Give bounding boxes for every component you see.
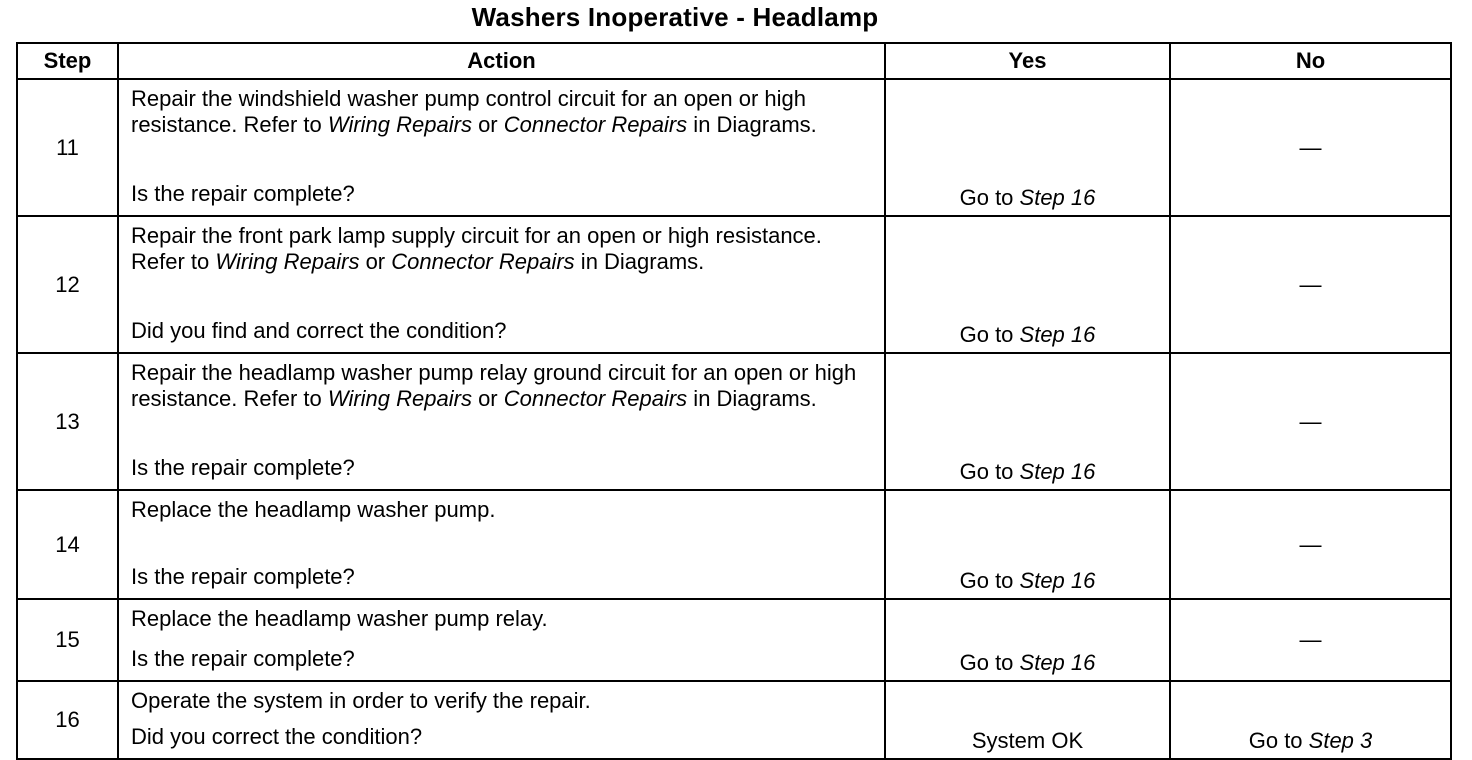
action-instruction [131,688,874,714]
step-number: 14 [17,490,118,599]
yes-step-reference: Step 16 [1019,322,1096,347]
action-cell [118,216,885,353]
diagnostic-table [16,42,1452,760]
step-number: 12 [17,216,118,353]
no-result [1170,681,1451,759]
action-instruction [131,223,874,275]
action-cell [118,79,885,216]
header-step: Step [17,43,118,79]
reference-link-text: Connector Repairs [391,249,575,274]
dash-mark: — [1299,271,1322,297]
reference-link-text: Wiring Repairs [327,112,472,137]
instruction-text: Replace the headlamp washer pump. [131,497,496,522]
instruction-text: or [471,386,504,411]
action-cell [118,599,885,681]
action-question: Is the repair complete? [131,181,355,206]
instruction-text: Repair the windshield washer pump control circuit for an open or high resistance. Refer to [131,86,807,137]
no-result [1170,79,1451,216]
instruction-text: Operate the system in order to verify the repair. [131,688,591,713]
reference-link-text: Connector Repairs [503,112,688,137]
yes-step-reference: Step 16 [1019,568,1096,593]
table-row [17,79,1451,216]
instruction-text: Repair the headlamp washer pump relay ground circuit for an open or high resistance. Refer to [131,360,857,411]
table-row [17,681,1451,759]
dash-mark: — [1299,531,1322,557]
action-question: Did you correct the condition? [131,724,423,749]
no-text: Go to [1248,728,1309,753]
header-no: No [1170,43,1451,79]
action-cell [118,353,885,490]
action-question: Is the repair complete? [131,455,355,480]
instruction-text: or [359,249,392,274]
yes-text: Go to [959,322,1020,347]
dash-mark: — [1299,134,1322,160]
step-number: 15 [17,599,118,681]
header-action: Action [118,43,885,79]
table-row [17,599,1451,681]
reference-link-text: Wiring Repairs [327,386,472,411]
step-number: 11 [17,79,118,216]
header-yes: Yes [885,43,1170,79]
yes-result [885,353,1170,490]
action-cell [118,490,885,599]
instruction-text: in Diagrams. [687,112,817,137]
table-row [17,490,1451,599]
instruction-text: or [471,112,504,137]
action-cell [118,681,885,759]
action-instruction [131,497,874,523]
yes-step-reference: Step 16 [1019,185,1096,210]
yes-result [885,216,1170,353]
yes-result [885,79,1170,216]
action-instruction [131,360,874,412]
table-row [17,353,1451,490]
action-question: Is the repair complete? [131,646,355,671]
no-result [1170,599,1451,681]
action-instruction [131,606,874,632]
yes-text: Go to [959,568,1020,593]
reference-link-text: Connector Repairs [503,386,688,411]
step-number: 13 [17,353,118,490]
yes-step-reference: Step 16 [1019,650,1096,675]
yes-step-reference: Step 16 [1019,459,1096,484]
action-question: Did you find and correct the condition? [131,318,507,343]
table-row [17,216,1451,353]
instruction-text: Repair the front park lamp supply circuit for an open or high resistance. Refer to [131,223,822,274]
step-number: 16 [17,681,118,759]
reference-link-text: Wiring Repairs [215,249,360,274]
action-instruction [131,86,874,138]
instruction-text: in Diagrams. [574,249,705,274]
table-body [17,79,1451,759]
yes-result [885,681,1170,759]
yes-text: Go to [959,185,1020,210]
page-title: Washers Inoperative - Headlamp [471,2,879,32]
no-result [1170,216,1451,353]
yes-result [885,490,1170,599]
no-result [1170,490,1451,599]
instruction-text: Replace the headlamp washer pump relay. [131,606,548,631]
yes-result [885,599,1170,681]
no-result [1170,353,1451,490]
yes-text: Go to [959,650,1020,675]
action-question: Is the repair complete? [131,564,355,589]
table-header-row [17,43,1451,79]
yes-text: Go to [959,459,1020,484]
yes-text: System OK [971,728,1084,753]
no-step-reference: Step 3 [1308,728,1373,753]
instruction-text: in Diagrams. [687,386,817,411]
dash-mark: — [1299,627,1322,652]
dash-mark: — [1299,408,1322,434]
